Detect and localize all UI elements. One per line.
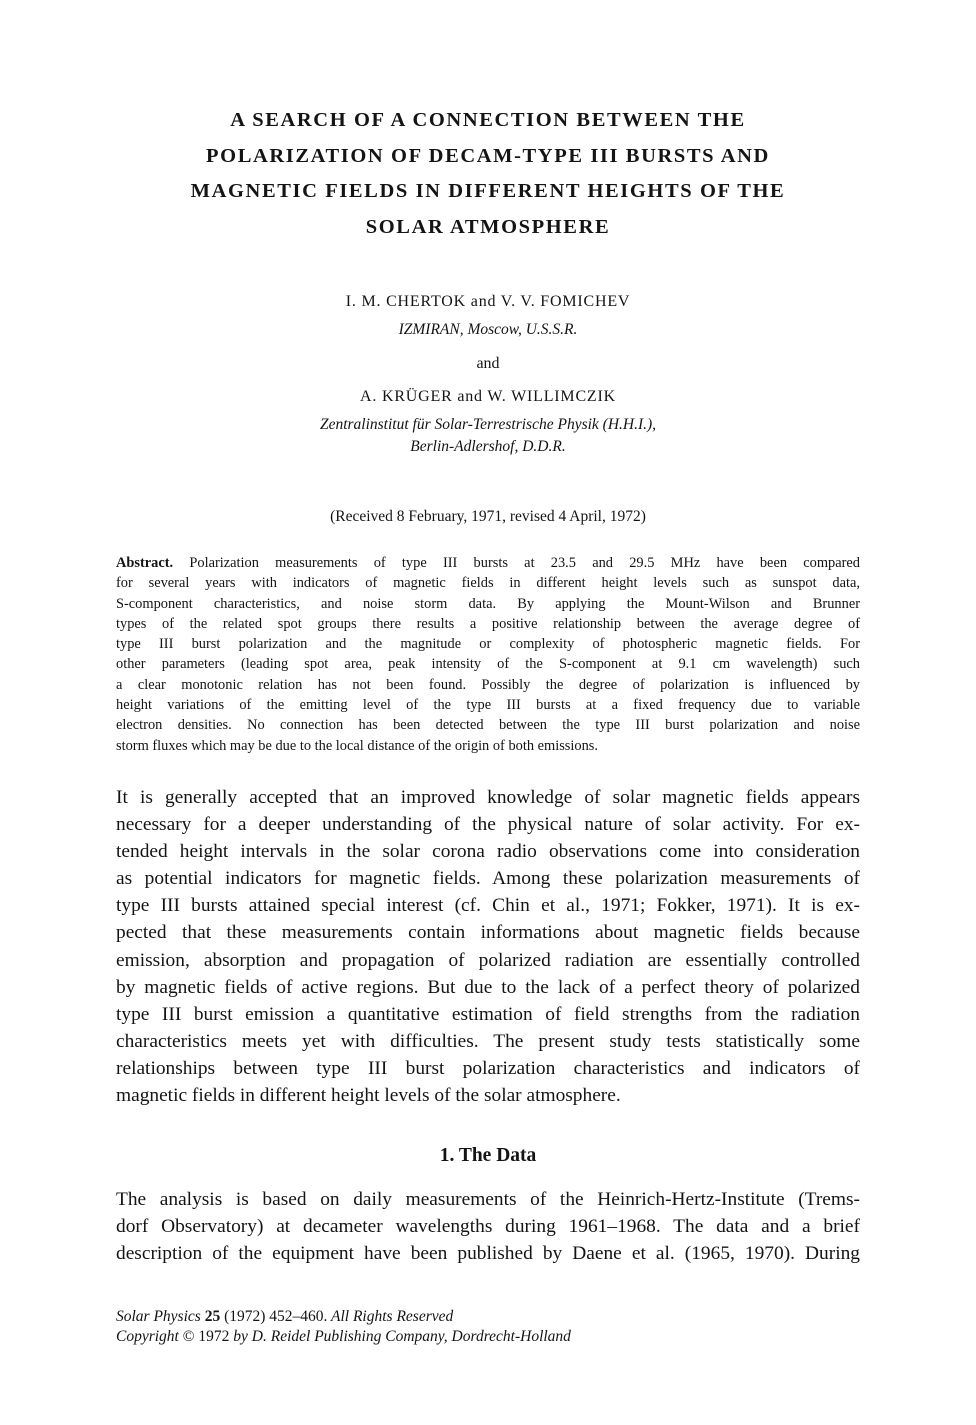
- abstract-line: S-component characteristics, and noise storm data. By applying the Mount-Wilson and Brunner: [116, 595, 860, 612]
- title-line: POLARIZATION OF DECAM-TYPE III BURSTS AND: [206, 144, 770, 167]
- title-line: A SEARCH OF A CONNECTION BETWEEN THE: [230, 109, 746, 131]
- abstract-line: type III burst polarization and the magnitude or complexity of photospheric magnetic fields. For: [116, 636, 860, 653]
- paragraph-line: emission, absorption and propagation of polarized radiation are essentially controlled: [116, 949, 860, 971]
- rights-text: All Rights Reserved: [331, 1308, 454, 1325]
- abstract-line: electron densities. No connection has been detected between the type III burst polarization and noise: [116, 717, 860, 734]
- paragraph-line: magnetic fields in different height levels of the solar atmosphere.: [116, 1085, 621, 1107]
- paragraph-line: dorf Observatory) at decameter wavelengths during 1961–1968. The data and a brief: [116, 1216, 860, 1238]
- abstract: [116, 553, 860, 756]
- affiliation-izmiran: IZMIRAN, Moscow, U.S.S.R.: [398, 321, 578, 338]
- abstract-line: for several years with indicators of magnetic fields in different height levels such as sunspot data,: [116, 575, 860, 592]
- abstract-line: a clear monotonic relation has not been found. Possibly the degree of polarization is influenced by: [116, 676, 860, 693]
- publisher-text: by D. Reidel Publishing Company, Dordrecht-Holland: [233, 1327, 571, 1345]
- and-separator: and: [476, 355, 500, 372]
- article-title: [120, 103, 856, 245]
- journal-footer: [116, 1307, 860, 1346]
- copyright-label: Copyright: [116, 1327, 179, 1345]
- data-paragraph: [116, 1186, 860, 1267]
- footer-copyright: [116, 1327, 860, 1347]
- paragraph-line: type III bursts attained special interest (cf. Chin et al., 1971; Fokker, 1971). It is ex-: [116, 895, 860, 917]
- received-dates: (Received 8 February, 1971, revised 4 April, 1972): [330, 508, 646, 525]
- paragraph-line: relationships between type III burst polarization characteristics and indicators of: [116, 1057, 860, 1079]
- footer-citation: [116, 1307, 860, 1327]
- authors-group-2: A. KRÜGER and W. WILLIMCZIK: [360, 388, 616, 405]
- affiliation-hhi-line-2: Berlin-Adlershof, D.D.R.: [410, 438, 566, 455]
- paragraph-line: type III burst emission a quantitative estimation of field strengths from the radiation: [116, 1003, 860, 1025]
- section-heading-data: 1. The Data: [439, 1145, 537, 1166]
- paragraph-line: necessary for a deeper understanding of the physical nature of solar activity. For ex-: [116, 814, 860, 836]
- journal-name: Solar Physics: [116, 1308, 201, 1325]
- paragraph-line: It is generally accepted that an improved knowledge of solar magnetic fields appears: [116, 787, 860, 808]
- title-line: SOLAR ATMOSPHERE: [365, 215, 611, 238]
- copyright-year: 1972: [198, 1327, 230, 1345]
- abstract-line: other parameters (leading spot area, peak intensity of the S-component at 9.1 cm wavelength) such: [116, 656, 860, 673]
- abstract-line: types of the related spot groups there results a positive relationship between the average degree of: [116, 615, 860, 632]
- intro-paragraph: [116, 784, 860, 1109]
- journal-year-pages: (1972) 452–460.: [224, 1308, 328, 1325]
- abstract-label: Abstract.: [116, 555, 174, 571]
- paragraph-line: as potential indicators for magnetic fields. Among these polarization measurements of: [116, 868, 860, 890]
- copyright-symbol: ©: [182, 1327, 195, 1345]
- paragraph-line: by magnetic fields of active regions. But due to the lack of a perfect theory of polarized: [116, 976, 860, 998]
- paragraph-line: pected that these measurements contain informations about magnetic fields because: [116, 922, 860, 944]
- paragraph-line: The analysis is based on daily measurements of the Heinrich-Hertz-Institute (Trems-: [116, 1189, 860, 1210]
- affiliation-hhi-line-1: Zentralinstitut für Solar-Terrestrische Physik (H.H.I.),: [319, 416, 657, 433]
- journal-volume: 25: [204, 1308, 221, 1325]
- abstract-line: height variations of the emitting level of the type III bursts at a fixed frequency due to variable: [116, 697, 860, 714]
- title-line: MAGNETIC FIELDS IN DIFFERENT HEIGHTS OF THE: [190, 180, 786, 202]
- paragraph-line: characteristics meets yet with difficulties. The present study tests statistically some: [116, 1030, 860, 1052]
- authors-group-1: I. M. CHERTOK and V. V. FOMICHEV: [345, 293, 631, 310]
- abstract-line: storm fluxes which may be due to the local distance of the origin of both emissions.: [116, 737, 598, 754]
- abstract-line: Abstract. Polarization measurements of type III bursts at 23.5 and 29.5 MHz have been compared: [116, 555, 860, 571]
- paragraph-line: description of the equipment have been published by Daene et al. (1965, 1970). During: [116, 1243, 860, 1265]
- paragraph-line: tended height intervals in the solar corona radio observations come into consideration: [116, 841, 860, 863]
